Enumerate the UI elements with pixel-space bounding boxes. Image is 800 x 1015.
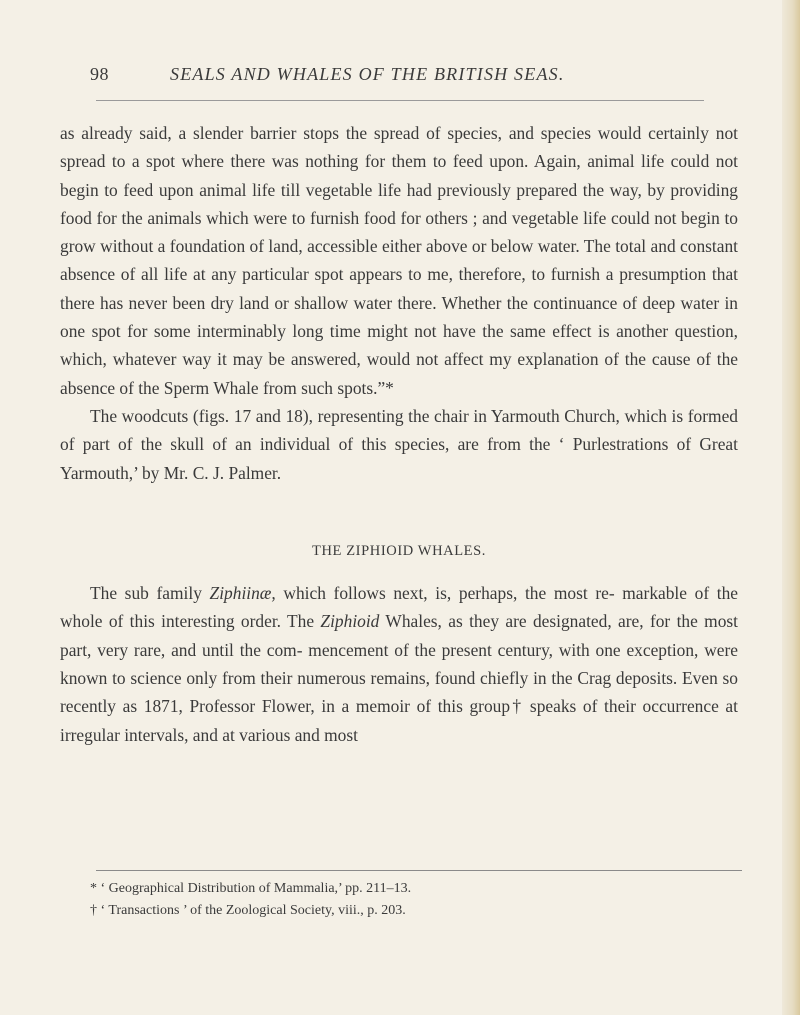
- footnote-1: * ‘ Geographical Distribution of Mammalia,’ pp. 211–13.: [90, 881, 412, 896]
- paragraph-3-text-1: The sub family: [90, 583, 210, 604]
- italic-ziphiinae: Ziphiinæ,: [209, 583, 276, 604]
- page-edge-shadow: [782, 0, 800, 1015]
- page-header: [90, 64, 704, 94]
- paragraph-3-text-3: Whales, as they are designated, are, for the most part, very rare, and until the com- mencement of the present century, with one exception, were known to science only from their numerous remains, found chiefly in the Crag deposits. Even so recently as 1871, Professor Flower, in a memoir of this group† speaks of their occurrence at irregular intervals, and at various and most: [60, 611, 738, 745]
- footnotes: [90, 878, 730, 922]
- footnote-2: † ‘ Transactions ’ of the Zoological Society, viii., p. 203.: [90, 903, 406, 918]
- page-number: 98: [90, 64, 109, 84]
- paragraph-1: as already said, a slender barrier stops the spread of species, and species would certainly not spread to a spot where there was nothing for them to feed upon. Again, animal life could not begin to feed upon animal life till vegetable life had previously prepared the way, by providing food for the animals which were to furnish food for others ; and vegetable life could not begin to grow without a foundation of land, accessible either above or below water. The total and constant absence of all life at any particular spot appears to me, therefore, to furnish a presumption that there has never been dry land or shallow water there. Whether the continuance of deep water in one spot for some interminably long time might not have the same effect is another question, which, whatever way it may be answered, would not affect my explanation of the cause of the absence of the Sperm Whale from such spots.”*: [60, 123, 738, 398]
- running-title: SEALS AND WHALES OF THE BRITISH SEAS.: [170, 64, 565, 84]
- footnote-rule: [96, 870, 742, 871]
- paragraph-3: [60, 579, 738, 749]
- section-heading: THE ZIPHIOID WHALES.: [311, 542, 487, 559]
- header-rule: [96, 100, 704, 101]
- paragraph-2: The woodcuts (figs. 17 and 18), representing the chair in Yarmouth Church, which is formed of part of the skull of an individual of this species, are from the ‘ Purlestrations of Great Yarmouth,’ by Mr. C. J. Palmer.: [60, 405, 738, 483]
- italic-ziphioid: Ziphioid: [320, 611, 380, 632]
- body-text: [60, 119, 738, 749]
- paragraph-3-text-2: which follows next, is, perhaps, the most re- markable of the whole of this interesting order. The: [60, 583, 739, 632]
